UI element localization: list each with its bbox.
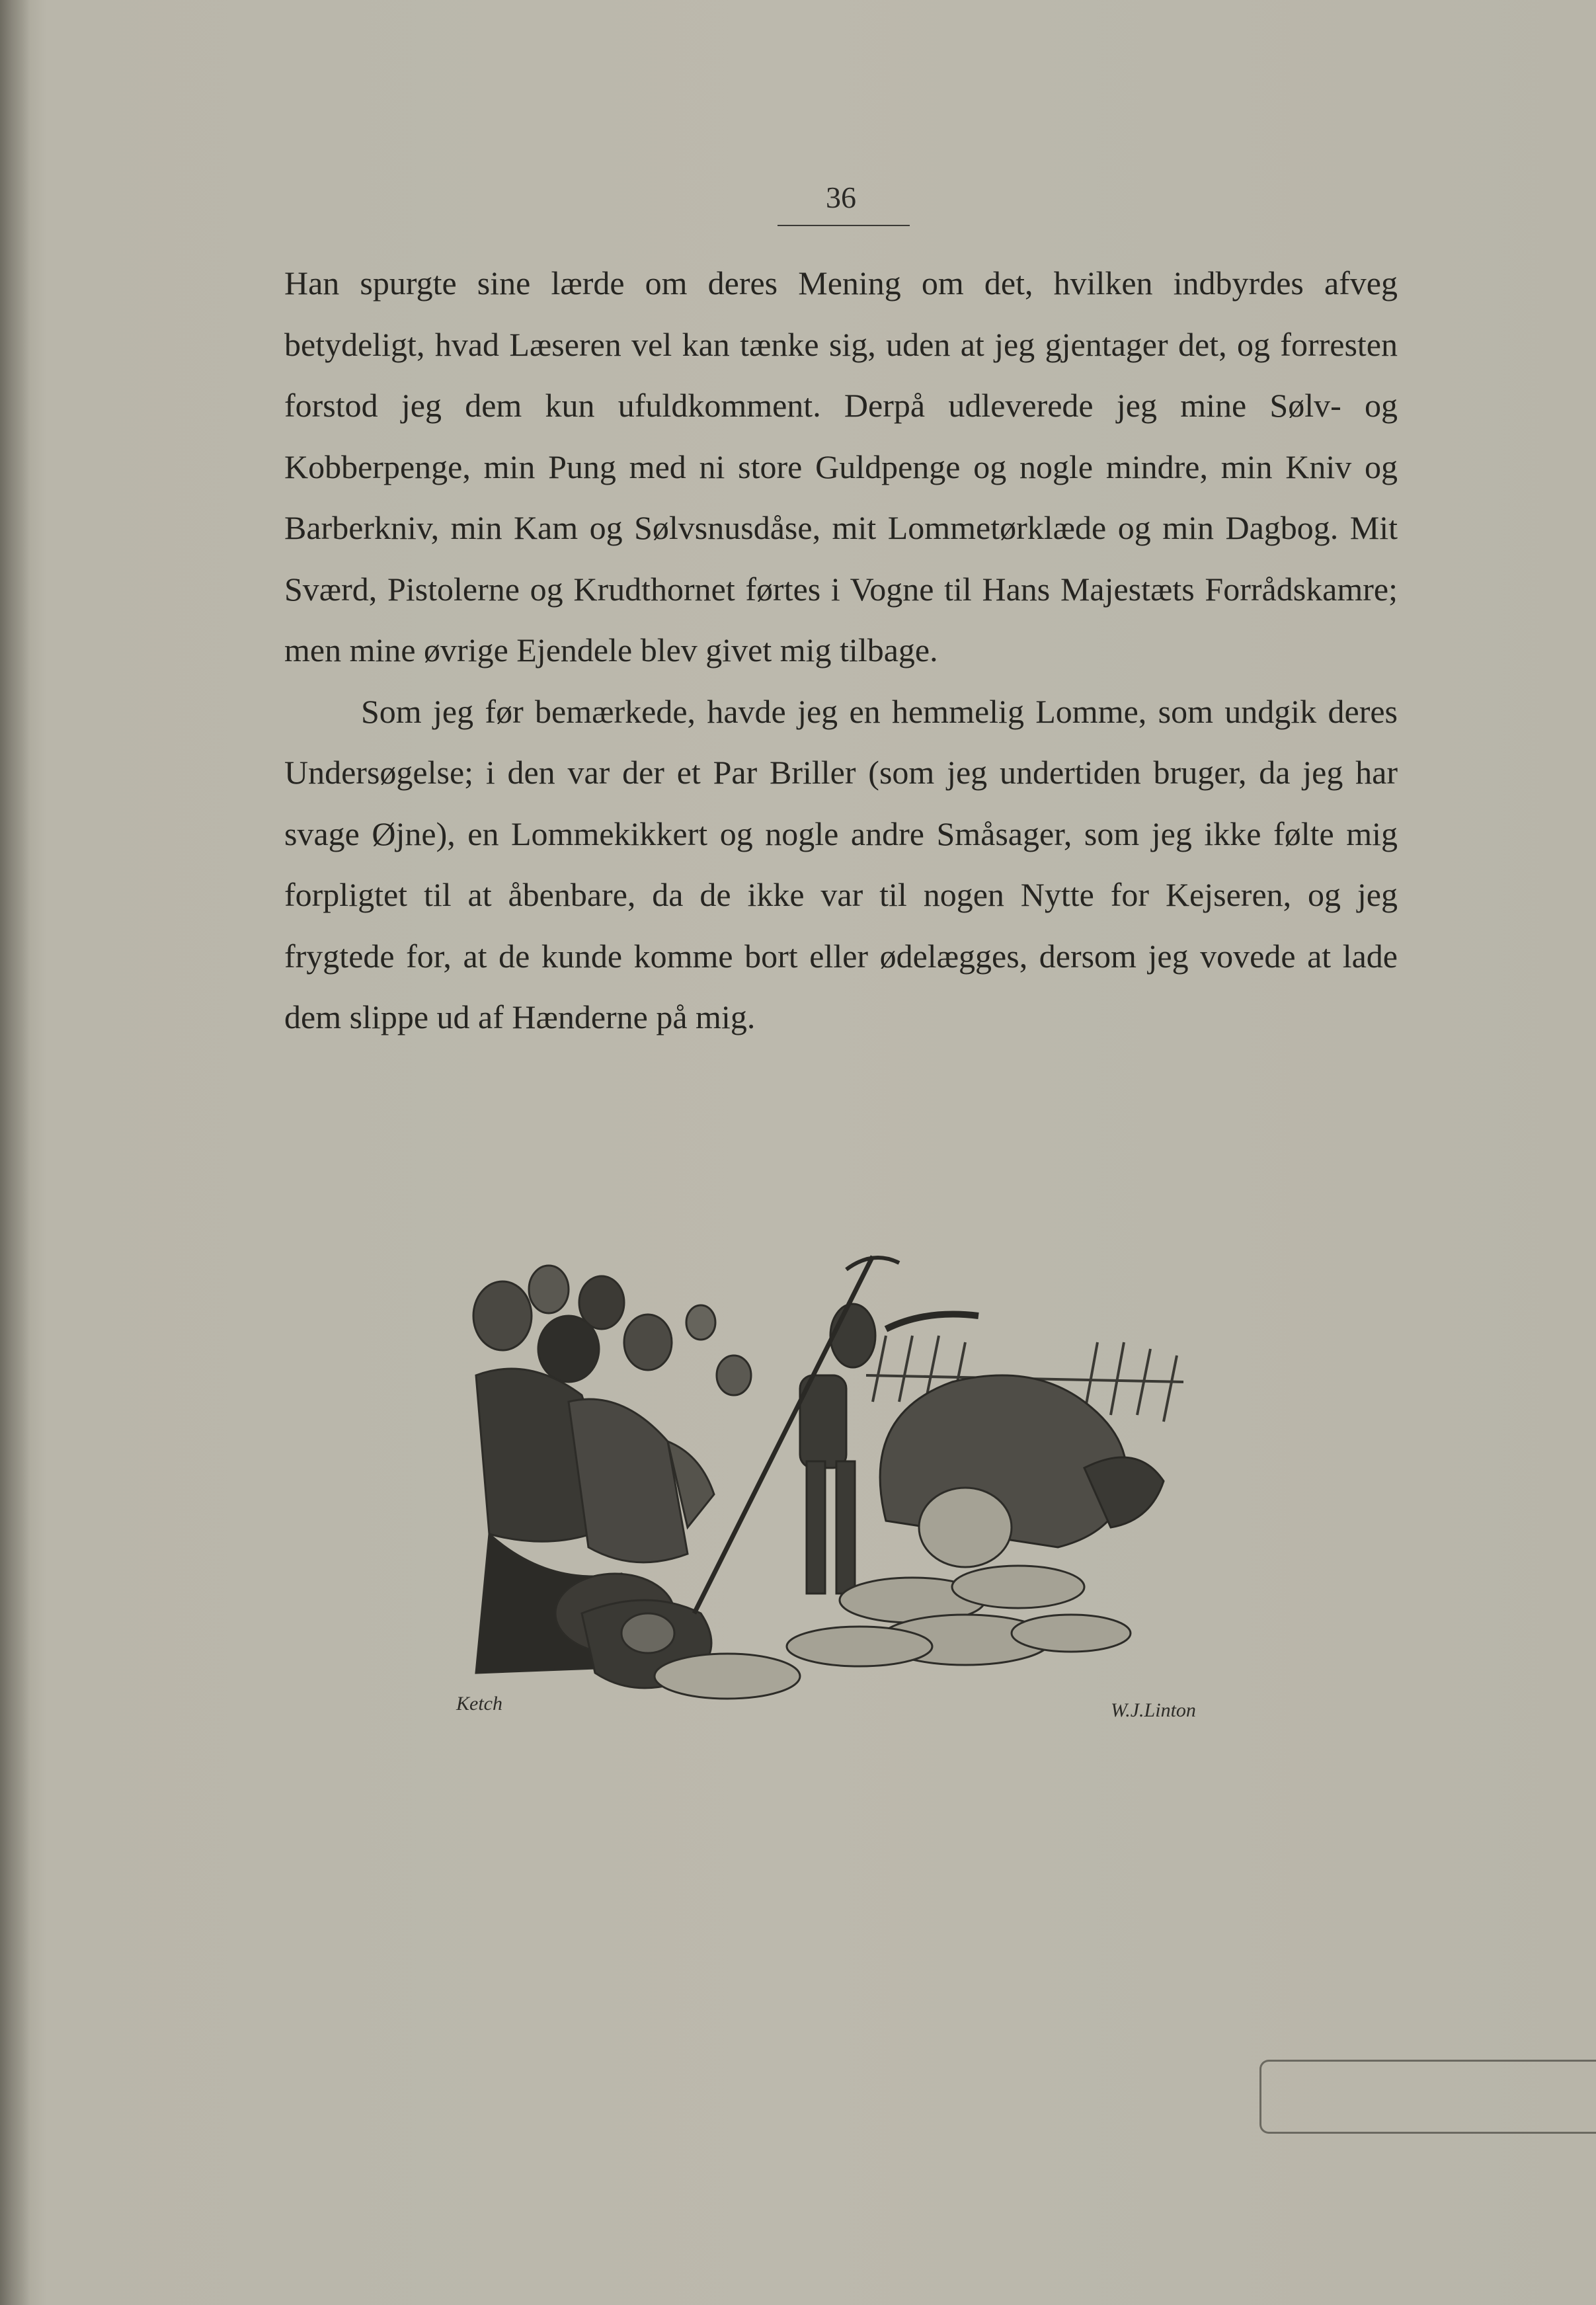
page-number: 36 bbox=[826, 181, 856, 214]
body-text bbox=[284, 253, 1398, 1048]
paragraph-1: Han spurgte sine lærde om deres Mening om det, hvilken indbyrdes afveg betydeligt, hvad Læseren vel kan tænke sig, uden at jeg gjentager det, og forresten forstod jeg dem kun ufuldkomment. Derpå udleverede jeg mine Sølv- og Kobberpenge, min Pung med ni store Guldpenge og nogle mindre, min Kniv og Barberkniv, min Kam og Sølvsnusdåse, mit Lommetørklæde og min Dagbog. Mit Sværd, Pistolerne og Krudthornet førtes i Vogne til Hans Majestæts Forrådskamre; men mine øvrige Ejendele blev givet mig tilbage. bbox=[284, 264, 1398, 668]
engraver-signature-left: Ketch bbox=[456, 1693, 502, 1715]
engraving-illustration bbox=[450, 1243, 1230, 1732]
paragraph-2: Som jeg før bemærkede, havde jeg en hemmelig Lomme, som undgik deres Undersøgelse; i den var der et Par Briller (som jeg undertiden bruger, da jeg har svage Øjne), en Lommekikkert og nogle andre Småsager, som jeg ikke følte mig forpligtet til at åbenbare, da de ikke var til nogen Nytte for Kejseren, og jeg frygtede for, at de kunde komme bort eller ødelægges, dersom jeg vovede at lade dem slippe ud af Hænderne på mig. bbox=[284, 692, 1398, 1035]
page-binding-edge bbox=[0, 0, 30, 2305]
engraver-signature-right: W.J.Linton bbox=[1111, 1699, 1196, 1721]
page-number-rule bbox=[778, 225, 910, 226]
library-mark-outline bbox=[1259, 2060, 1596, 2134]
fallen-figure bbox=[582, 1600, 800, 1699]
